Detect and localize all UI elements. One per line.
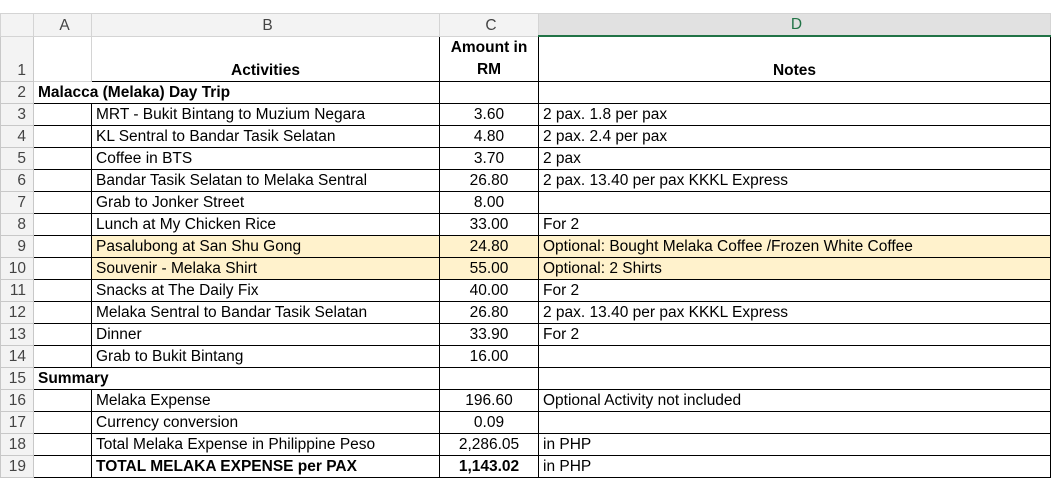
table-row [1,345,1051,367]
table-row [1,103,1051,125]
cell-a[interactable] [34,389,92,411]
note-cell[interactable]: Optional: Bought Melaka Coffee /Frozen White Coffee [539,235,1051,257]
amount-cell[interactable]: 24.80 [440,235,539,257]
activity-cell[interactable]: Grab to Jonker Street [92,191,440,213]
row-header[interactable]: 19 [1,455,34,477]
table-row [1,389,1051,411]
note-cell[interactable]: 2 pax. 13.40 per pax KKKL Express [539,301,1051,323]
activity-cell[interactable]: TOTAL MELAKA EXPENSE per PAX [92,455,440,477]
note-cell[interactable] [539,411,1051,433]
cell-a1[interactable] [34,36,92,81]
row-header[interactable]: 15 [1,367,34,389]
activity-cell[interactable]: Bandar Tasik Selatan to Melaka Sentral [92,169,440,191]
cell-a[interactable] [34,103,92,125]
note-cell[interactable]: For 2 [539,213,1051,235]
column-header-c[interactable]: C [440,14,539,37]
note-cell[interactable] [539,191,1051,213]
activity-cell[interactable]: Melaka Sentral to Bandar Tasik Selatan [92,301,440,323]
amount-cell[interactable]: 55.00 [440,257,539,279]
amount-cell[interactable]: 3.60 [440,103,539,125]
note-cell[interactable]: in PHP [539,433,1051,455]
cell-a[interactable] [34,323,92,345]
cell-a[interactable] [34,279,92,301]
note-cell[interactable]: 2 pax. 2.4 per pax [539,125,1051,147]
section-title-trip[interactable]: Malacca (Melaka) Day Trip [34,81,440,103]
amount-cell[interactable]: 1,143.02 [440,455,539,477]
activity-cell[interactable]: Total Melaka Expense in Philippine Peso [92,433,440,455]
amount-cell[interactable]: 26.80 [440,301,539,323]
spreadsheet-grid [0,13,1051,478]
table-row [1,411,1051,433]
amount-cell[interactable]: 33.90 [440,323,539,345]
note-cell[interactable]: For 2 [539,279,1051,301]
activity-cell[interactable]: Dinner [92,323,440,345]
note-cell[interactable]: 2 pax [539,147,1051,169]
row-header[interactable]: 5 [1,147,34,169]
cell-a[interactable] [34,213,92,235]
amount-cell[interactable]: 3.70 [440,147,539,169]
note-cell[interactable]: Optional: 2 Shirts [539,257,1051,279]
activity-cell[interactable]: Pasalubong at San Shu Gong [92,235,440,257]
table-row [1,301,1051,323]
note-cell[interactable]: 2 pax. 13.40 per pax KKKL Express [539,169,1051,191]
cell-a[interactable] [34,455,92,477]
activity-cell[interactable]: Snacks at The Daily Fix [92,279,440,301]
amount-cell[interactable]: 196.60 [440,389,539,411]
column-header-d[interactable]: D [539,14,1051,37]
amount-header-line2: RM [476,60,502,78]
cell-d2[interactable] [539,81,1051,103]
amount-cell[interactable]: 2,286.05 [440,433,539,455]
table-row [1,323,1051,345]
table-row-total [1,455,1051,477]
note-cell[interactable] [539,345,1051,367]
row-header[interactable]: 6 [1,169,34,191]
activity-cell[interactable]: Souvenir - Melaka Shirt [92,257,440,279]
section-title-summary[interactable]: Summary [34,367,440,389]
activity-cell[interactable]: Melaka Expense [92,389,440,411]
row-header[interactable]: 4 [1,125,34,147]
amount-cell[interactable]: 4.80 [440,125,539,147]
activity-cell[interactable]: Lunch at My Chicken Rice [92,213,440,235]
row-header[interactable]: 11 [1,279,34,301]
amount-header-cell[interactable] [440,36,539,81]
row-header[interactable]: 12 [1,301,34,323]
activities-header-cell[interactable]: Activities [92,36,440,81]
notes-header-cell[interactable]: Notes [539,36,1051,81]
row-header[interactable]: 2 [1,81,34,103]
cell-d15[interactable] [539,367,1051,389]
table-row [1,213,1051,235]
activity-cell[interactable]: MRT - Bukit Bintang to Muzium Negara [92,103,440,125]
table-row [1,147,1051,169]
amount-header-line1: Amount in [450,38,528,56]
row-header[interactable]: 16 [1,389,34,411]
table-row [1,191,1051,213]
table-row [1,279,1051,301]
activity-cell[interactable]: Currency conversion [92,411,440,433]
column-header-b[interactable]: B [92,14,440,37]
table-row-highlighted [1,257,1051,279]
note-cell[interactable]: Optional Activity not included [539,389,1051,411]
table-row [1,433,1051,455]
cell-a[interactable] [34,147,92,169]
cell-a[interactable] [34,301,92,323]
activity-cell[interactable]: Grab to Bukit Bintang [92,345,440,367]
table-row [1,169,1051,191]
table-row [1,81,1051,103]
row-header[interactable]: 13 [1,323,34,345]
cell-a[interactable] [34,169,92,191]
row-header[interactable]: 3 [1,103,34,125]
select-all-corner[interactable] [1,14,34,37]
row-header[interactable]: 9 [1,235,34,257]
cell-c15[interactable] [440,367,539,389]
note-cell[interactable]: For 2 [539,323,1051,345]
column-header-a[interactable]: A [34,14,92,37]
table-row [1,36,1051,81]
row-header[interactable]: 18 [1,433,34,455]
table-row [1,125,1051,147]
cell-a[interactable] [34,125,92,147]
amount-cell[interactable]: 8.00 [440,191,539,213]
row-header[interactable]: 10 [1,257,34,279]
note-cell[interactable]: 2 pax. 1.8 per pax [539,103,1051,125]
amount-cell[interactable]: 33.00 [440,213,539,235]
amount-cell[interactable]: 0.09 [440,411,539,433]
cell-a[interactable] [34,257,92,279]
amount-cell[interactable]: 16.00 [440,345,539,367]
cell-a[interactable] [34,235,92,257]
row-header[interactable]: 17 [1,411,34,433]
row-header[interactable]: 8 [1,213,34,235]
amount-cell[interactable]: 26.80 [440,169,539,191]
cell-c2[interactable] [440,81,539,103]
row-header[interactable]: 7 [1,191,34,213]
cell-a[interactable] [34,345,92,367]
cell-a[interactable] [34,411,92,433]
row-header[interactable]: 14 [1,345,34,367]
activity-cell[interactable]: KL Sentral to Bandar Tasik Selatan [92,125,440,147]
cell-a[interactable] [34,433,92,455]
activity-cell[interactable]: Coffee in BTS [92,147,440,169]
table-row [1,367,1051,389]
cell-a[interactable] [34,191,92,213]
column-header-row [1,14,1051,37]
table-row-highlighted [1,235,1051,257]
row-header[interactable]: 1 [1,36,34,81]
note-cell[interactable]: in PHP [539,455,1051,477]
amount-cell[interactable]: 40.00 [440,279,539,301]
